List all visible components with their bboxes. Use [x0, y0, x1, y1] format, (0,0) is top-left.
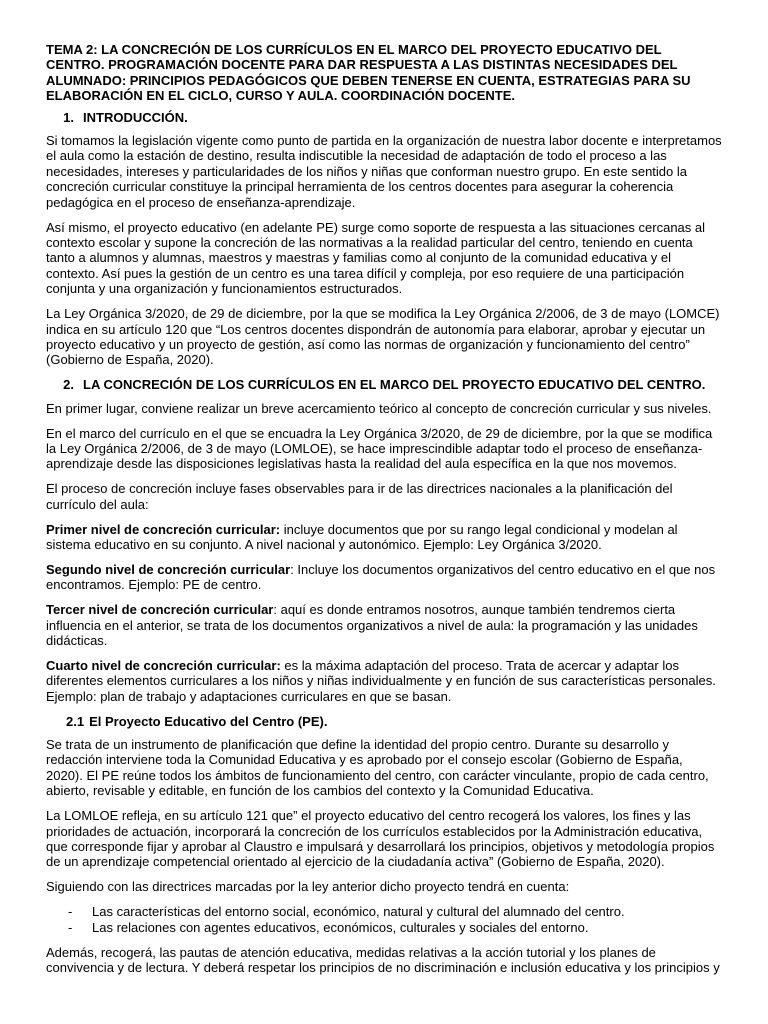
bullet-list: [46, 904, 722, 935]
dash-bullet: -: [68, 904, 73, 920]
list-item: [46, 904, 722, 919]
section-1-title: INTRODUCCIÓN.: [83, 109, 188, 125]
list-item-text: Las relaciones con agentes educativos, económicos, culturales y sociales del entorno.: [92, 919, 589, 935]
paragraph: Además, recogerá, las pautas de atención educativa, medidas relativas a la acción tutorial y los planes de convivencia y de lectura. Y deberá respetar los principios de no discriminación e inclusión educativa y los principios y: [46, 944, 720, 975]
paragraph: Se trata de un instrumento de planificación que define la identidad del propio centro. Durante su desarrollo y redacción interviene toda la Comunidad Educativa y es aprobado por el consejo escolar (Gobierno de España, 2020). El PE reúne todos los ámbitos de funcionamiento del centro, con carácter vinculante, propio de cada centro, abierto, revisable y editable, en función de los cambios del contexto y la Comunidad Educativa.: [46, 737, 709, 799]
section-1-heading: [46, 110, 722, 125]
level-3-label: Tercer nivel de concreción curricular: [46, 602, 274, 618]
paragraph: La LOMLOE refleja, en su artículo 121 que” el proyecto educativo del centro recogerá los valores, los fines y las prioridades de actuación, incorporará la concreción de los currículos establecidos por la Administración educativa, que corresponde fijar y aprobar al Claustro e impulsará y desarrollará los principios, objetivos y metodología propios de un aprendizaje competencial orientado al ejercicio de la ciudadanía activa” (Gobierno de España, 2020).: [46, 808, 715, 870]
paragraph: Así mismo, el proyecto educativo (en adelante PE) surge como soporte de respuesta a las situaciones cercanas al contexto escolar y supone la concreción de las normativas a la realidad particular del centro, teniendo en cuenta tanto a alumnos y alumnas, maestros y maestras y familias como al conjunto de la comunidad educativa y el contexto. Así pues la gestión de un centro es una tarea difícil y compleja, por eso requiere de una participación conjunta y una organización y funcionamientos estructurados.: [46, 219, 706, 297]
section-1-number: 1.: [63, 109, 74, 125]
paragraph: Si tomamos la legislación vigente como punto de partida en la organización de nuestra labor docente e interpretamos el aula como la estación de destino, resulta indiscutible la necesidad de adaptación de todo el proceso a las necesidades, intereses y particularidades de los niños y niñas que conforman nuestro grupo. En este sentido la concreción curricular constituye la principal herramienta de los centros docentes para asegurar la coherencia pedagógica en el proceso de enseñanza-aprendizaje.: [46, 133, 722, 210]
level-3-text: : aquí es donde entramos nosotros, aunque también tendremos cierta influencia en el anterior, se trata de los documentos organizativos a nivel de aula: la programación y las unidades didácticas.: [46, 602, 698, 648]
level-1-text: incluye documentos que por su rango legal condicional y modelan al sistema educativo en su conjunto. A nivel nacional y autonómico. Ejemplo: Ley Orgánica 3/2020.: [46, 521, 678, 552]
section-2-number: 2.: [63, 377, 74, 393]
paragraph: Siguiendo con las directrices marcadas por la ley anterior dicho proyecto tendrá en cuenta:: [46, 879, 570, 895]
level-4-text: es la máxima adaptación del proceso. Trata de acercar y adaptar los diferentes elementos curriculares a los niños y niñas individualmente y en función de sus características personales. Ejemplo: plan de trabajo y adaptaciones curriculares en que se basan.: [46, 657, 716, 704]
level-1-paragraph: [46, 522, 722, 553]
section-2-heading: [46, 377, 722, 392]
paragraph: La Ley Orgánica 3/2020, de 29 de diciembre, por la que se modifica la Ley Orgánica 2/2006, de 3 de mayo (LOMCE) indica en su artículo 120 que “Los centros docentes dispondrán de autonomía para elaborar, aprobar y ejecutar un proyecto educativo y un proyecto de gestión, así como las normas de organización y funcionamiento del centro” (Gobierno de España, 2020).: [46, 306, 720, 368]
section-2-title: LA CONCRECIÓN DE LOS CURRÍCULOS EN EL MARCO DEL PROYECTO EDUCATIVO DEL CENTRO.: [83, 377, 706, 393]
paragraph: El proceso de concreción incluye fases observables para ir de las directrices nacionales a la planificación del currículo del aula:: [46, 481, 673, 512]
level-2-text: : Incluye los documentos organizativos del centro educativo en el que nos encontramos. Ejemplo: PE de centro.: [46, 561, 716, 593]
paragraph: En el marco del currículo en el que se encuadra la Ley Orgánica 3/2020, de 29 de diciembre, por la que se modifica la Ley Orgánica 2/2006, de 3 de mayo (LOMLOE), se hace imprescindible adaptar todo el proceso de enseñanza-aprendizaje desde las disposiciones legislativas hasta la realidad del aula específica en la que nos movemos.: [46, 425, 713, 472]
section-2-1-number: 2.1: [66, 713, 85, 729]
document-title: TEMA 2: LA CONCRECIÓN DE LOS CURRÍCULOS EN EL MARCO DEL PROYECTO EDUCATIVO DEL CENTRO. PROGRAMACIÓN DOCENTE PARA DAR RESPUESTA A LAS DISTINTAS NECESIDADES DEL ALUMNADO: PRINCIPIOS PEDAGÓGICOS QUE DEBEN TENERSE EN CUENTA, ESTRATEGIAS PARA SU ELABORACIÓN EN EL CICLO, CURSO Y AULA. COORDINACIÓN DOCENTE.: [46, 42, 691, 104]
section-2-1-title: El Proyecto Educativo del Centro (PE).: [89, 713, 328, 729]
paragraph: En primer lugar, conviene realizar un breve acercamiento teórico al concepto de concreción curricular y sus niveles.: [46, 400, 712, 416]
level-3-paragraph: [46, 602, 722, 648]
section-2-1-heading: [46, 714, 722, 729]
list-item-text: Las características del entorno social, económico, natural y cultural del alumnado del centro.: [92, 904, 625, 920]
list-item: [46, 920, 722, 935]
dash-bullet: -: [68, 919, 73, 935]
level-2-paragraph: [46, 562, 722, 593]
level-2-label: Segundo nivel de concreción curricular: [46, 561, 291, 577]
level-4-paragraph: [46, 658, 722, 704]
level-1-label: Primer nivel de concreción curricular:: [46, 521, 281, 537]
level-4-label: Cuarto nivel de concreción curricular:: [46, 657, 281, 673]
